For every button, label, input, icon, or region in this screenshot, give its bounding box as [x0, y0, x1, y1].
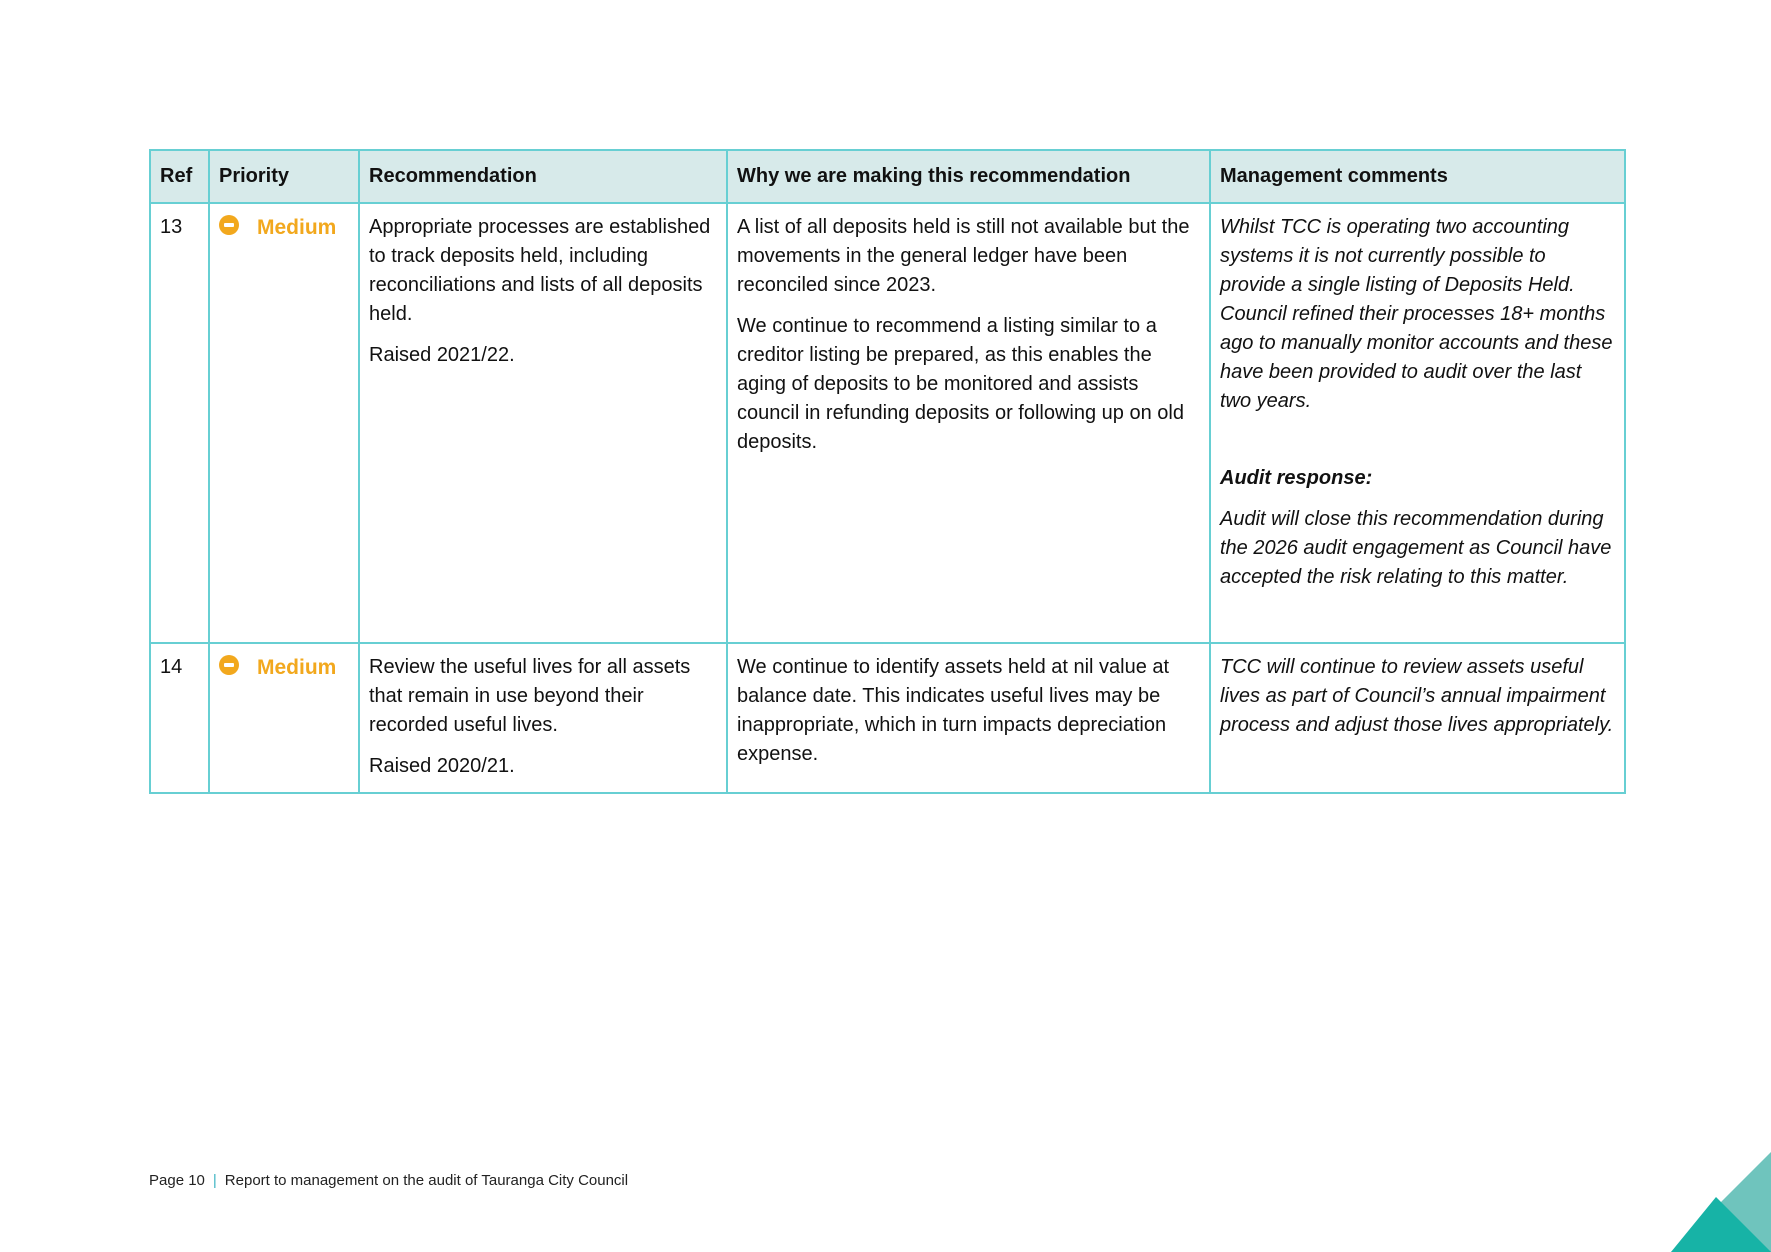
recommendation-cell: [359, 643, 727, 793]
header-priority: Priority: [209, 150, 359, 203]
header-why: Why we are making this recommendation: [727, 150, 1210, 203]
table-header-row: [150, 150, 1625, 203]
report-title: Report to management on the audit of Tauranga City Council: [224, 1172, 629, 1189]
medium-priority-icon: [219, 655, 239, 675]
header-management-comments: Management comments: [1210, 150, 1625, 203]
header-ref: Ref: [150, 150, 209, 203]
why-cell: [727, 643, 1210, 793]
priority-label: Medium: [257, 216, 337, 239]
footer-separator: |: [212, 1172, 217, 1189]
ref-cell: 13: [150, 203, 209, 643]
management-comment-text: TCC will continue to review assets useful lives as part of Council’s annual impairment process and adjust those lives appropriately.: [1220, 656, 1614, 736]
header-recommendation: Recommendation: [359, 150, 727, 203]
page-number: Page 10: [149, 1172, 205, 1189]
management-comments-cell: [1210, 643, 1625, 793]
why-text: We continue to recommend a listing similar to a creditor listing be prepared, as this enables the aging of deposits to be monitored and assists council in refunding deposits or following up on old deposits.: [737, 315, 1184, 453]
why-cell: [727, 203, 1210, 643]
recommendation-cell: [359, 203, 727, 643]
audit-response-text: Audit will close this recommendation during the 2026 audit engagement as Council have accepted the risk relating to this matter.: [1220, 508, 1612, 588]
management-comment-text: Whilst TCC is operating two accounting systems it is not currently possible to provide a single listing of Deposits Held. Council refined their processes 18+ months ago to manually monitor accounts and these have been provided to audit over the last two years.: [1220, 216, 1613, 412]
corner-decoration-graphic: [1671, 1152, 1771, 1252]
medium-priority-icon: [219, 215, 239, 235]
table-row: [150, 203, 1625, 643]
recommendation-text: Review the useful lives for all assets that remain in use beyond their recorded useful lives.: [369, 656, 691, 736]
raised-date: Raised 2021/22.: [369, 344, 515, 366]
raised-date: Raised 2020/21.: [369, 755, 515, 777]
why-text: A list of all deposits held is still not available but the movements in the general ledger have been reconciled since 2023.: [737, 216, 1190, 296]
ref-cell: 14: [150, 643, 209, 793]
management-comments-cell: [1210, 203, 1625, 643]
priority-cell: [209, 203, 359, 643]
recommendation-text: Appropriate processes are established to track deposits held, including reconciliations and lists of all deposits held.: [369, 216, 711, 325]
page-footer: [149, 1172, 628, 1189]
why-text: We continue to identify assets held at nil value at balance date. This indicates useful lives may be inappropriate, which in turn impacts depreciation expense.: [737, 656, 1170, 765]
priority-label: Medium: [257, 656, 337, 679]
audit-response-heading: Audit response:: [1220, 467, 1373, 489]
recommendations-table: [149, 149, 1626, 794]
table-row: [150, 643, 1625, 793]
priority-cell: [209, 643, 359, 793]
